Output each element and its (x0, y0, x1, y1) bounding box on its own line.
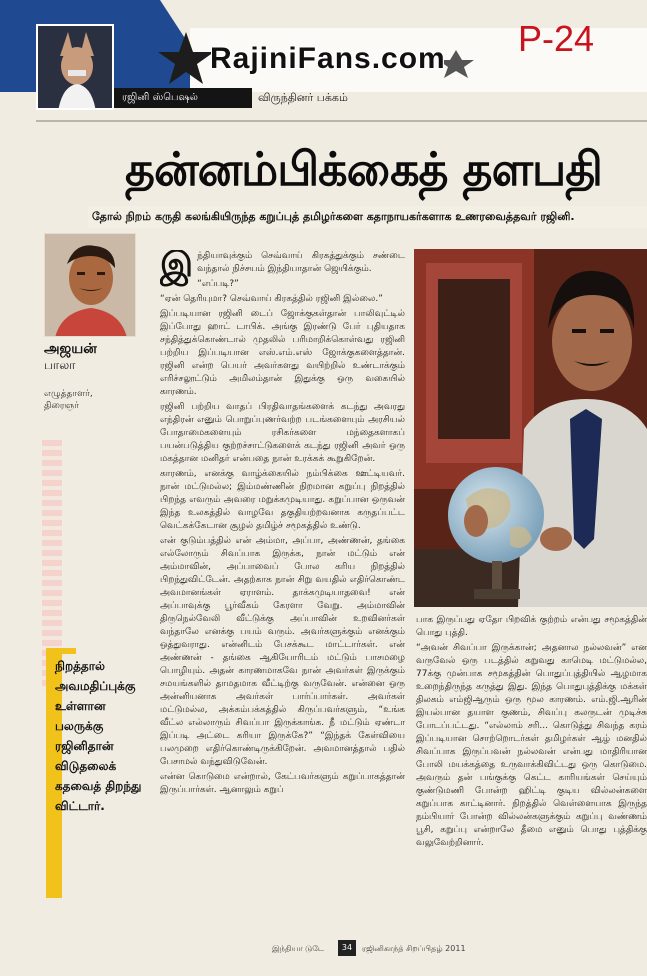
drop-cap: இ (160, 250, 194, 285)
author-first-name: அஜயன் (44, 341, 97, 357)
pull-quote: நிறத்தால் அவமதிப்புக்கு உள்ளான பலருக்கு ரஜினிதான் விடுதலைக் கதவைத் திறந்து விட்டார். (55, 659, 142, 813)
article-column-2 (416, 614, 647, 949)
article-column-1 (160, 250, 405, 950)
paragraph: “ஏன் தெரியுமா? செவ்வாய் கிரகத்தில் ரஜினி இல்லை.” (160, 294, 383, 304)
paragraph-text: ந்தியாவுக்கும் செவ்வாய் கிரகத்துக்கும் சண்டை வந்தால் நிச்சயம் இந்தியாதான் ஜெயிக்கும். (197, 251, 405, 274)
paragraph: காரணம், எனக்கு வாழ்க்கையில் நம்பிக்கை ஊட்டியவர். நான் மட்டுமல்ல; இம்மண்ணின் நிறமான கறுப்பு நிறத்தில் பிறந்த எவரும் அவரை மறுக்கமுடியாது. கறுப்பான ஒருவன் இந்த உலகத்தில் வாழவே தகுதியற்றவனாக கருதப்பட்ட வெட்கக்கேடான சூழல் தமிழ்ச் சமூகத்தில் உண்டு. (160, 469, 405, 531)
paragraph: பாக இருப்பது ஏதோ பிறவிக் குற்றம் என்பது சமூகத்தின் பொது புத்தி. (416, 615, 647, 638)
paragraph: “அவன் சிவப்பா இருக்கான்; அதனால நல்லவன்” என வருவேல் ஒரு படத்தில் கறுவது காமெடி மட்டுமல்ல, 77க்கு முன்பாக சமூகத்தின் பொதுப்புத்தியில் ஆழமாக உறைந்திருந்த கருத்து இது. இந்த பொதுபுத்திக்கு மக்கள் திலகம் எம்ஜிஆரும் ஒரு மூல காரணம். எம்.ஜி.ஆரின் இயல்பான தயாள குணம், சிவப்பு கலருடன் முடிச்சு போடப்பட்டது. “எல்லாம் சரி... கொடுத்து சிவந்த கரம் இப்படியான சொற்றொடர்கள் தமிழர்கள் ஆழ் மனதில் சிவப்பாக இருப்பவன் நல்லவன் என்பது மாதிரியான போலி மயக்கத்தை உருவாக்கிவிட்டது ஒரு கொடுமை. அவரும் தன் பங்குக்கு கெட்ட காரியங்கள் செய்யும் குண்டுமணி போன்ற ஹிட்டி குடிய வில்லன்களை கறுப்பாக காட்டினார். நிறத்தில் வெள்ளையாக இருந்த நம்பியார் போன்ற வில்லன்களுக்கும் கறுப்பு வண்ணம் பூசி, கறுப்பு என்றாலே தீமை எனும் பொது புத்திக்கு வலுவேற்றினார். (416, 643, 647, 848)
paragraph: என் குடும்பத்தில் என் அம்மா, அப்பா, அண்ணன், தங்கை எல்லோரும் சிவப்பாக இருக்க, நான் மட்டும் என் அம்மாவின், அப்பாவைப் போல கரிய நிறத்தில் பிறந்துவிட்டேன். அதற்காக நான் சிறு வயதில் எதிர்கொண்ட அவமானங்கள் ஏராளம். தாக்கமுடியாதவை! என் அப்பாவுக்கு பூர்வீகம் கேரளா வேறு. அம்மாவின் திருநெல்வேலி வீட்டுக்கு அப்பாவின் உறவினர்கள் வந்தாலே எனக்கு பயம் வரும். அவர்களுக்கும் எனக்கும் ஒத்துவராது. என்னிடம் பேசக்கூட மாட்டார்கள். என் அண்ணன் - தங்கை ஆகியோரிடம் மட்டும் பாசமழை பொழியும். அதன் காரணமாகவே நான் அவர்கள் இருக்கும் சமயங்களில் தாமதமாக வீட்டிற்கு வருவேன். என்னை ஒரு அன்னியனாக அவர்கள் பார்ப்பார்கள். அவர்கள் மட்டுமல்ல, அக்கம்பக்கத்தில் கிருப்பவர்களும், “உங்க வீட்ல எல்லாரும் சிவப்பா இருக்காங்க. நீ மட்டும் ஏண்டா இப்படி அட்டை கரியா இருக்கே?” “இந்தக் கேள்வியை பலமுறை எதிர்கொண்டிருக்கிறேன். அவமானத்தால் பதில் பேசாமல் வந்துவிடுவேன். (160, 536, 405, 767)
author-last-name: பாலா (44, 358, 76, 372)
author-role (44, 388, 93, 412)
footer-issue: ரஜினிகாந்த் சிறப்பிதழ் 2011 (362, 944, 466, 953)
footer-page-number: 34 (338, 940, 356, 956)
paragraph: “எப்படி?” (197, 279, 239, 289)
section-tag: ரஜினி ஸ்பெஷல் (114, 88, 252, 108)
footer-magazine: இந்தியா டுடே (272, 944, 325, 953)
divider (36, 120, 647, 122)
paragraph: ரஜினி பற்றிய வாதப் பிரதிவாதங்களைக் கடந்து அவரது எந்திரன் எனும் பொறுப்புணர்வற்ற படங்களையும் அரசியல் போதாமைகளையும் ரசிகர்களை மந்தைகளாகப் பயன்படுத்திய குற்றச்சாட்டுகளைக் கடந்து ரஜினி அவர் ஒரு மகத்தான மனிதர் என்பதை நான் உரக்கக் கூறுகிறேன். (160, 402, 405, 464)
rajini-globe-photo (414, 249, 647, 607)
site-watermark: RajiniFans.com (210, 42, 446, 75)
header-rajini-photo (36, 24, 114, 110)
page-code: P-24 (518, 18, 595, 59)
paragraph: இப்படியான ரஜினி டைப் ஜோக்குகள்தான் பாலிவுட்டில் இப்போது ஹாட் டாபிக். அங்கு இரண்டு பேர் புதியதாக சந்தித்துக்கொண்டால் முதலில் பரிமாறிக்கொள்வது ரஜினி பற்றிய இப்படியான எஸ்.எம்.எஸ் ஜோக்குகளைத்தான். ரஜினி என்ற பெயர் அவர்களது வயிற்றில் உண்டாக்கும் எரிச்சலூட்டும் அமிலம்தான் இதுக்கு ஒரு வகையில் காரணம். (160, 309, 405, 397)
guest-page-tag: விருந்தினர் பக்கம் (258, 91, 348, 104)
subheadline: தோல் நிறம் கருதி கலங்கியிருந்த கறுப்புத் தமிழர்களை கதாநாயகர்களாக உணரவைத்தவர் ரஜினி. (88, 206, 647, 228)
paragraph: என்ன கொடுமை என்றால், கேட்பவர்களும் கறுப்பாகத்தான் இருப்பார்கள். ஆனாலும் கறுப் (160, 772, 405, 795)
headline: தன்னம்பிக்கைத் தளபதி (125, 142, 602, 196)
author-role-line: திரைஞர் (44, 401, 79, 411)
author-role-line: எழுத்தாளர், (44, 389, 93, 399)
author-photo (44, 233, 136, 337)
